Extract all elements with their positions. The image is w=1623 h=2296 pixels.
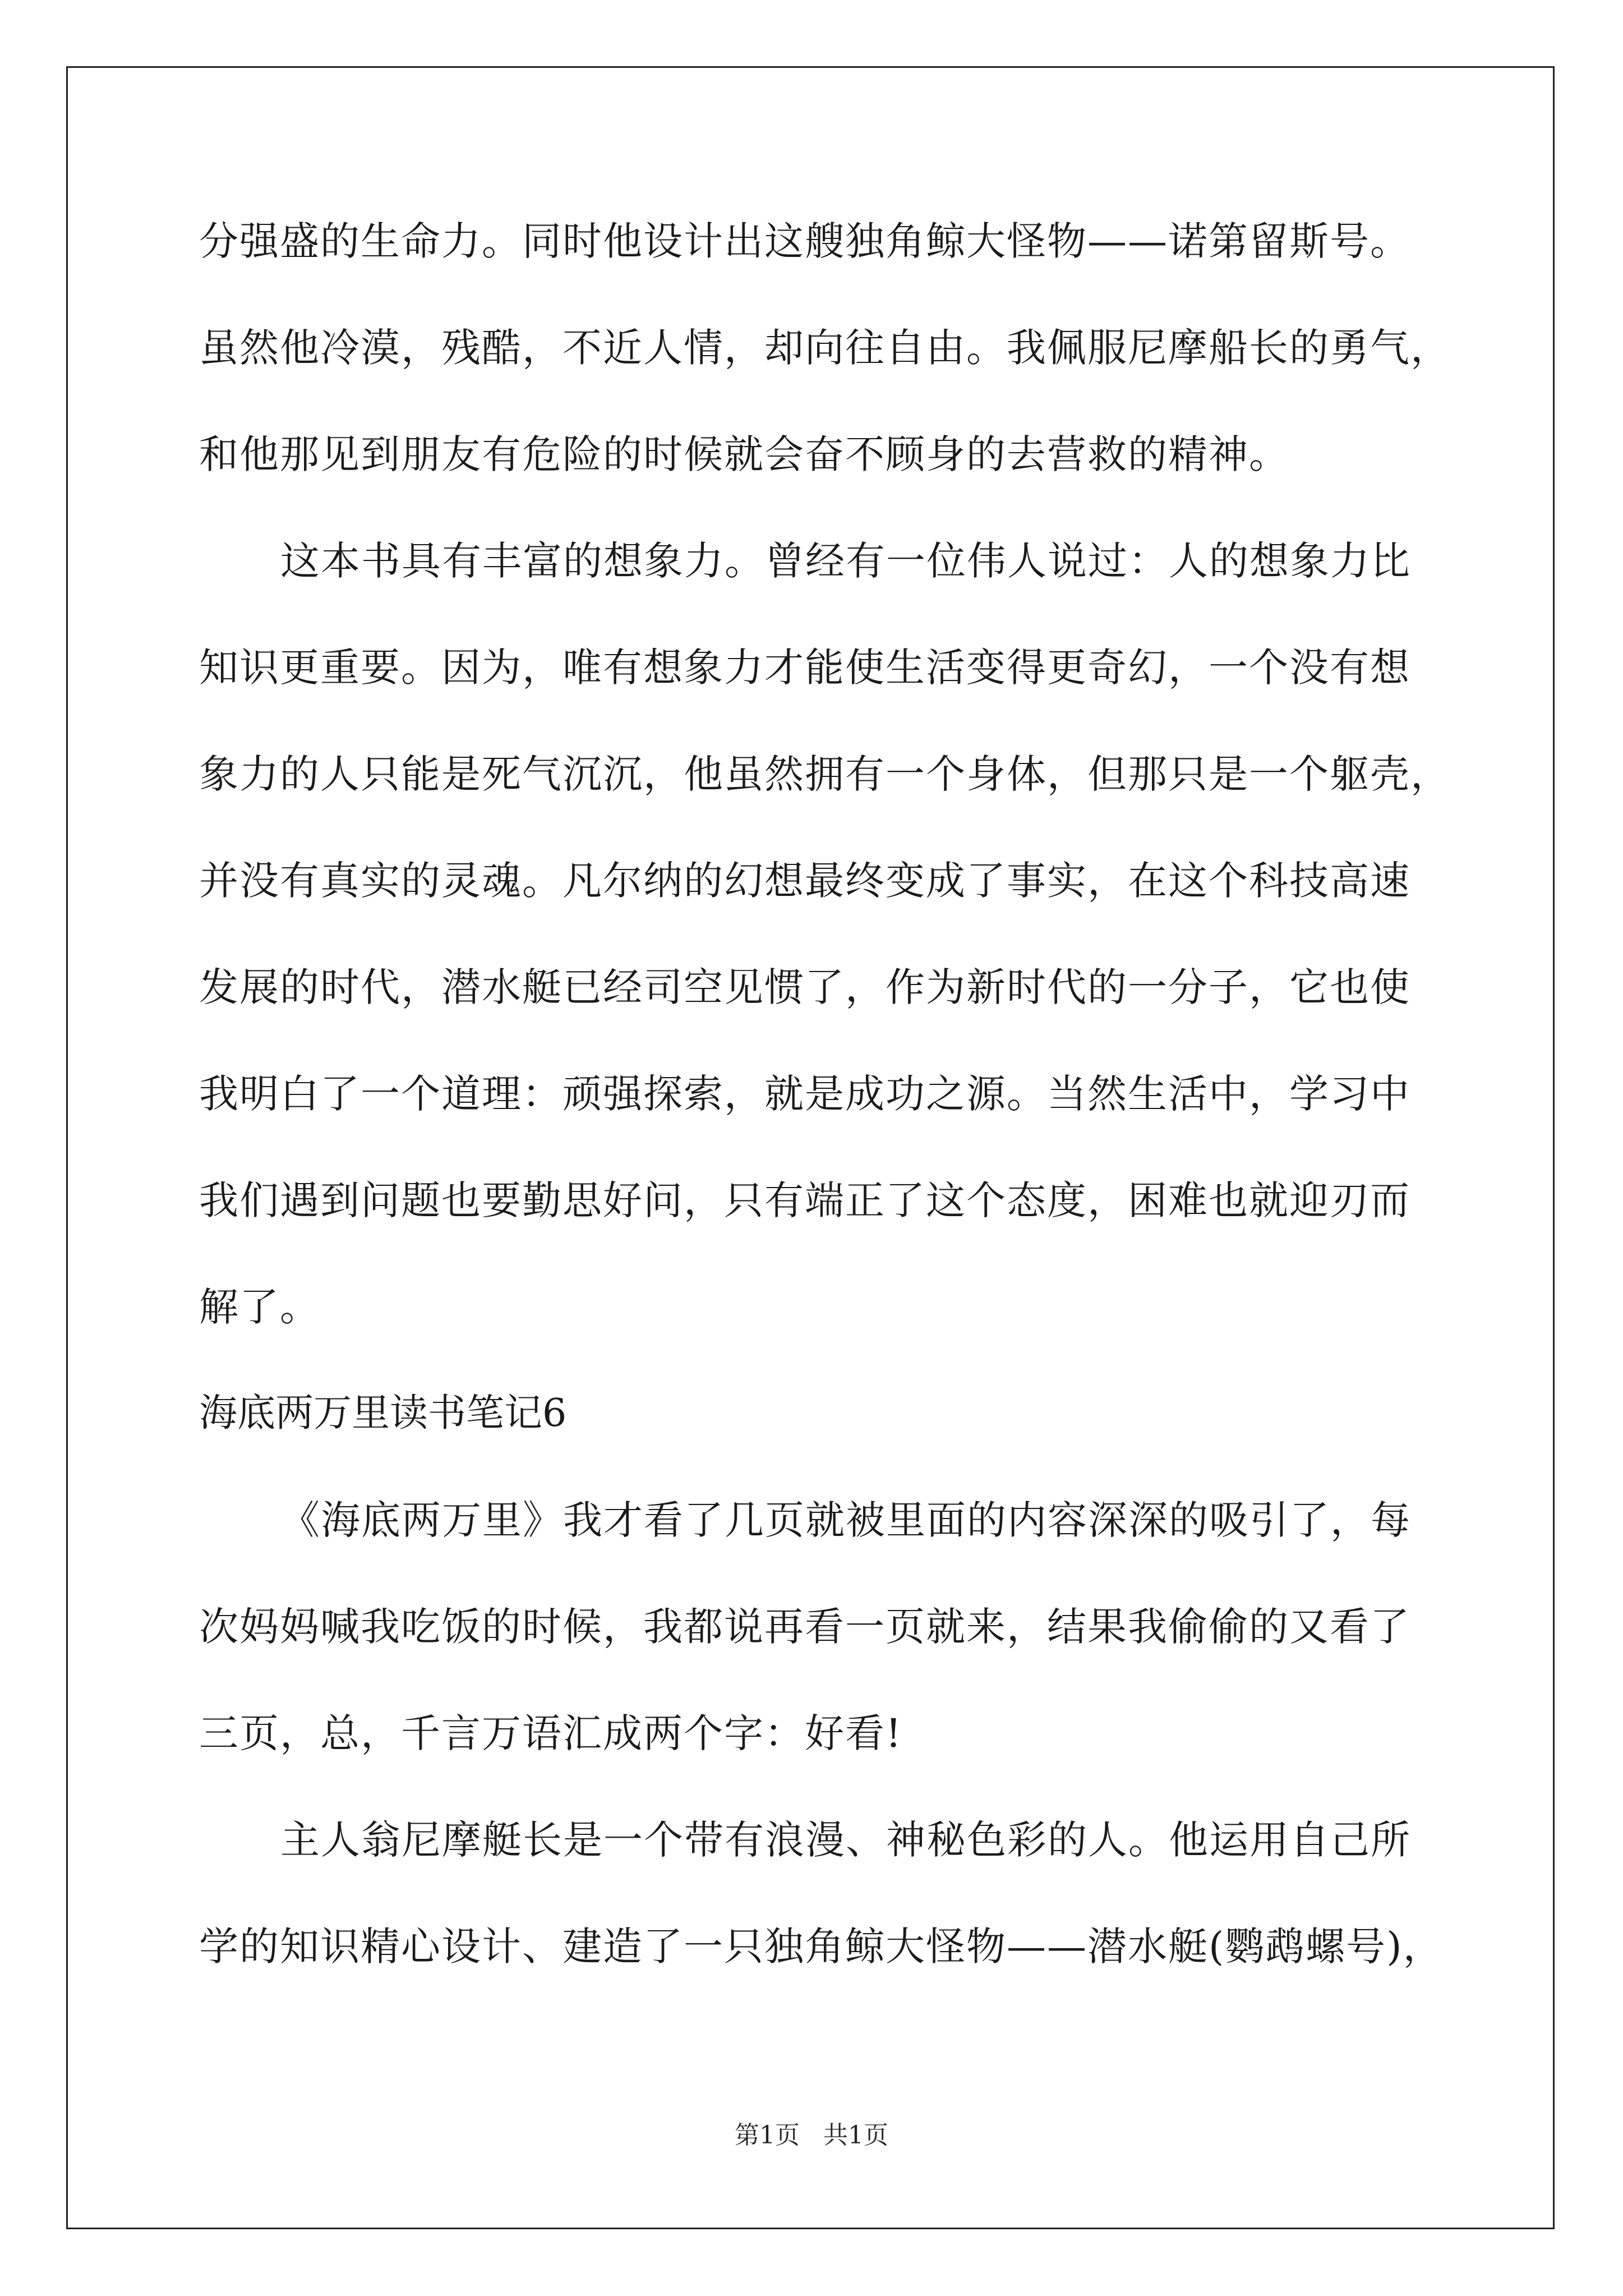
section-heading: 海底两万里读书笔记6 (199, 1391, 567, 1435)
paragraph-line: 知识更重要。因为，唯有想象力才能使生活变得更奇幻，一个没有想 (199, 645, 1410, 691)
paragraph-line: 并没有真实的灵魂。凡尔纳的幻想最终变成了事实，在这个科技高速 (199, 858, 1410, 904)
page-total: 共1页 (823, 2121, 888, 2150)
paragraph-line: 我们遇到问题也要勤思好问，只有端正了这个态度，困难也就迎刃而 (199, 1177, 1410, 1223)
page-footer (0, 2115, 1623, 2151)
paragraph-line: 我明白了一个道理：顽强探索，就是成功之源。当然生活中，学习中 (199, 1071, 1410, 1117)
paragraph-line: 虽然他冷漠，残酷，不近人情，却向往自由。我佩服尼摩船长的勇气， (199, 325, 1451, 371)
paragraph-line: 这本书具有丰富的想象力。曾经有一位伟人说过：人的想象力比 (280, 538, 1411, 584)
paragraph-line: 象力的人只能是死气沉沉，他虽然拥有一个身体，但那只是一个躯壳， (199, 751, 1451, 797)
paragraph-line: 三页，总，千言万语汇成两个字：好看! (199, 1710, 903, 1756)
page-number: 第1页 (735, 2121, 800, 2150)
paragraph-line: 分强盛的生命力。同时他设计出这艘独角鲸大怪物——诺第留斯号。 (199, 218, 1410, 264)
paragraph-line: 解了。 (199, 1284, 320, 1330)
paragraph-line: 次妈妈喊我吃饭的时候，我都说再看一页就来，结果我偷偷的又看了 (199, 1604, 1410, 1650)
paragraph-line: 《海底两万里》我才看了几页就被里面的内容深深的吸引了，每 (280, 1497, 1411, 1543)
document-body (199, 213, 1451, 2025)
paragraph-line: 发展的时代，潜水艇已经司空见惯了，作为新时代的一分子，它也使 (199, 964, 1410, 1010)
paragraph-line: 学的知识精心设计、建造了一只独角鲸大怪物——潜水艇(鹦鹉螺号)， (199, 1924, 1444, 1970)
paragraph-line: 和他那见到朋友有危险的时候就会奋不顾身的去营救的精神。 (199, 431, 1289, 477)
paragraph-line: 主人翁尼摩艇长是一个带有浪漫、神秘色彩的人。他运用自己所 (280, 1817, 1411, 1863)
